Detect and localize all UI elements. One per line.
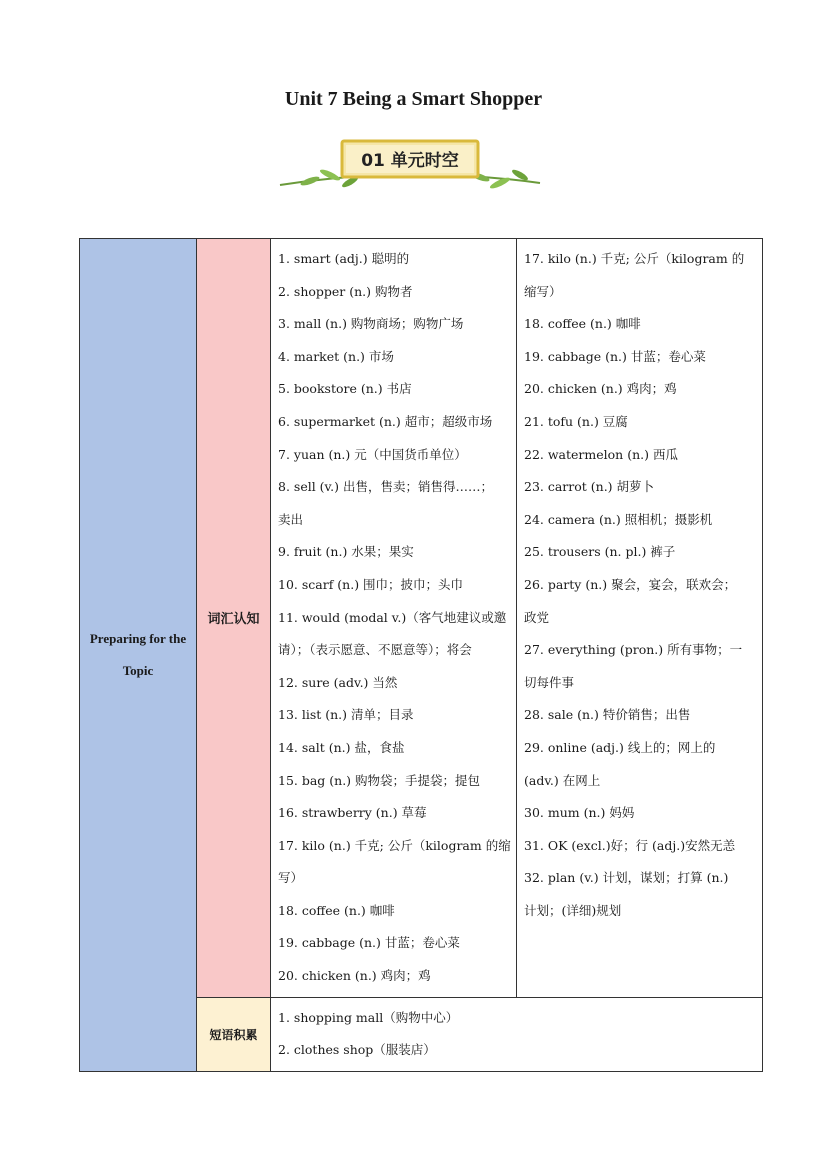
vocab-category-cell: [197, 239, 271, 998]
vocab-line: 20. chicken (n.) 鸡肉；鸡: [524, 381, 677, 397]
vocab-line: 20. chicken (n.) 鸡肉；鸡: [278, 968, 431, 984]
vocab-line: 14. salt (n.) 盐，食盐: [278, 739, 405, 755]
vocab-line: 26. party (n.) 聚会，宴会，联欢会；: [524, 576, 737, 592]
vocab-line: 9. fruit (n.) 水果；果实: [278, 544, 414, 560]
vocab-line: 32. plan (v.) 计划，谋划；打算 (n.): [524, 870, 729, 886]
vocab-line: 21. tofu (n.) 豆腐: [524, 413, 628, 429]
vocab-line: 8. sell (v.) 出售，售卖；销售得……；: [278, 479, 493, 495]
vocab-right-column: [517, 239, 763, 998]
phrase-category-cell: [197, 997, 271, 1071]
vocab-line: 政党: [524, 609, 550, 625]
vocab-line: 写）: [278, 870, 304, 886]
vocab-line: 31. OK (excl.)好；行 (adj.)安然无恙: [524, 837, 736, 853]
vocab-line: 10. scarf (n.) 围巾；披巾；头巾: [278, 576, 464, 592]
vocab-line: 15. bag (n.) 购物袋；手提袋；提包: [278, 772, 481, 788]
vocab-line: 13. list (n.) 清单；目录: [278, 707, 414, 723]
vocab-line: 1. smart (adj.) 聪明的: [278, 251, 410, 266]
vocab-line: 24. camera (n.) 照相机；摄影机: [524, 511, 713, 527]
vocab-line: 19. cabbage (n.) 甘蓝；卷心菜: [524, 348, 706, 364]
vocab-line: 29. online (adj.) 线上的；网上的: [524, 739, 716, 755]
vocab-line: 缩写）: [524, 283, 562, 299]
page-title: Unit 7 Being a Smart Shopper: [284, 88, 543, 110]
vocab-line: 30. mum (n.) 妈妈: [524, 805, 635, 821]
phrase-column: [271, 997, 763, 1071]
vocab-line: 计划；(详细)规划: [524, 902, 622, 918]
vocab-line: 卖出: [278, 511, 304, 527]
vocab-line: 18. coffee (n.) 咖啡: [524, 316, 641, 332]
vocab-line: 28. sale (n.) 特价销售；出售: [524, 707, 691, 723]
vocab-line: 4. market (n.) 市场: [278, 348, 394, 364]
vocab-line: 11. would (modal v.)（客气地建议或邀: [278, 609, 507, 625]
vocab-line: 7. yuan (n.) 元（中国货币单位）: [278, 446, 467, 462]
vocab-line: 18. coffee (n.) 咖啡: [278, 902, 395, 918]
topic-label: Preparing for the Topic: [89, 630, 187, 678]
section-banner: [270, 135, 550, 205]
vocab-line: 23. carrot (n.) 胡萝卜: [524, 479, 655, 495]
phrase-line: 2. clothes shop（服装店）: [278, 1042, 436, 1058]
vocab-line: 6. supermarket (n.) 超市；超级市场: [278, 413, 493, 429]
vocab-line: 25. trousers (n. pl.) 裤子: [524, 544, 676, 560]
vocab-line: 16. strawberry (n.) 草莓: [278, 805, 427, 821]
vocab-left-column: [271, 239, 517, 998]
vocab-line: 17. kilo (n.) 千克; 公斤（kilogram 的缩: [278, 837, 511, 853]
vocab-line: 27. everything (pron.) 所有事物；一: [524, 642, 743, 658]
vocabulary-table: [79, 238, 763, 1072]
phrase-category-label: 短语积累: [209, 1027, 258, 1042]
vocab-line: 22. watermelon (n.) 西瓜: [524, 446, 678, 462]
vocab-line: 切每件事: [524, 674, 575, 690]
vocab-line: 19. cabbage (n.) 甘蓝；卷心菜: [278, 935, 460, 951]
vocab-category-label: 词汇认知: [207, 612, 260, 628]
vocab-line: 请）；（表示愿意、不愿意等）；将会: [278, 642, 472, 658]
vocab-line: 3. mall (n.) 购物商场；购物广场: [278, 316, 464, 332]
phrase-line: 1. shopping mall（购物中心）: [278, 1009, 459, 1025]
topic-cell: [80, 239, 197, 1072]
vocab-line: 5. bookstore (n.) 书店: [278, 381, 412, 397]
vocab-line: (adv.) 在网上: [524, 772, 601, 788]
vocab-line: 17. kilo (n.) 千克; 公斤（kilogram 的: [524, 251, 745, 266]
vocab-line: 2. shopper (n.) 购物者: [278, 283, 413, 299]
banner-label: 01 单元时空: [361, 151, 459, 171]
vocab-line: 12. sure (adv.) 当然: [278, 674, 398, 690]
